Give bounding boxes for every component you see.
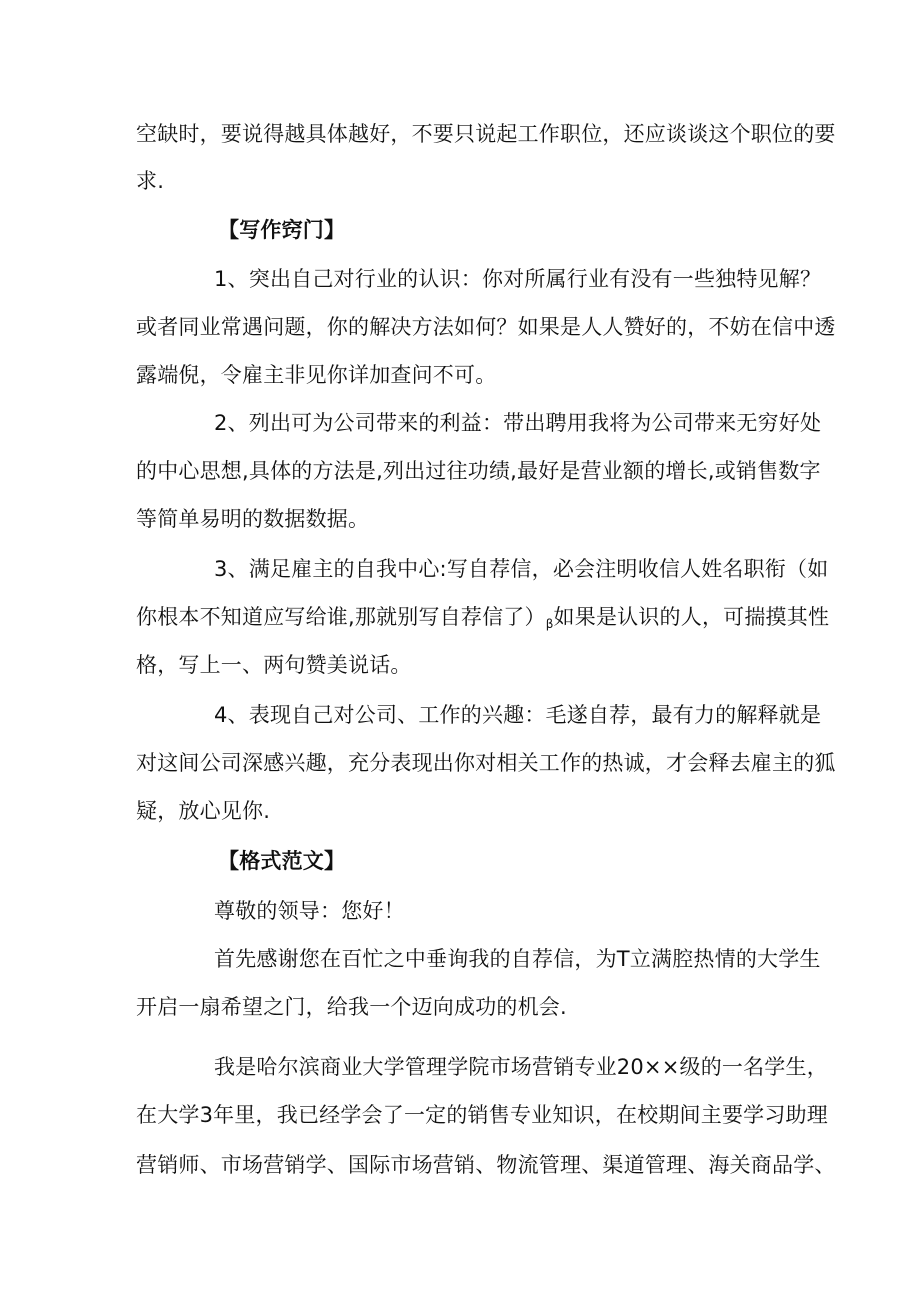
tip-2-line: 的中心思想,具体的方法是,列出过往功绩,最好是营业额的增长,或销售数字 bbox=[136, 459, 821, 483]
letter-paragraph-line: 首先感谢您在百忙之中垂询我的自荐信，为T立满腔热情的大学生 bbox=[214, 947, 821, 971]
tip-3-line: 格，写上一、两句赞美说话。 bbox=[136, 653, 412, 677]
tip-2-line: 2、列出可为公司带来的利益：带出聘用我将为公司带来无穷好处 bbox=[214, 411, 822, 435]
salutation: 尊敬的领导：您好！ bbox=[214, 899, 405, 923]
text-line: 求. bbox=[136, 169, 165, 193]
tip-2-line: 等简单易明的数据数据。 bbox=[136, 507, 370, 531]
tip-1-line: 或者同业常遇问题，你的解决方法如何？如果是人人赞好的，不妨在信中透 bbox=[136, 315, 836, 339]
tip-4-line: 4、表现自己对公司、工作的兴趣：毛遂自荐，最有力的解释就是 bbox=[214, 703, 822, 727]
section-heading-format-sample: 【格式范文】 bbox=[218, 849, 346, 873]
letter-paragraph-line: 在大学3年里，我已经学会了一定的销售专业知识，在校期间主要学习助理 bbox=[136, 1103, 828, 1127]
section-heading-writing-tips: 【写作窍门】 bbox=[218, 218, 346, 242]
letter-paragraph-line: 我是哈尔滨商业大学管理学院市场营销专业20××级的一名学生， bbox=[214, 1055, 828, 1079]
tip-3-line bbox=[136, 603, 829, 638]
letter-paragraph-line: 开启一扇希望之门，给我一个迈向成功的机会. bbox=[136, 995, 567, 1019]
tip-3-line-part: 你根本不知道应写给谁,那就别写自荐信了） bbox=[136, 605, 546, 629]
tip-1-line: 1、突出自己对行业的认识：你对所属行业有没有一些独特见解？ bbox=[214, 267, 822, 291]
tip-3-line: 3、满足雇主的自我中心:写自荐信，必会注明收信人姓名职衔（如 bbox=[214, 557, 829, 581]
tip-4-line: 对这间公司深感兴趣，充分表现出你对相关工作的热诚，才会释去雇主的狐 bbox=[136, 751, 836, 775]
letter-paragraph-line: 营销师、市场营销学、国际市场营销、物流管理、渠道管理、海关商品学、 bbox=[136, 1153, 836, 1177]
stray-mark: β bbox=[545, 617, 554, 631]
text-line: 空缺时，要说得越具体越好，不要只说起工作职位，还应谈谈这个职位的要 bbox=[136, 122, 836, 146]
tip-4-line: 疑，放心见你. bbox=[136, 799, 271, 823]
tip-1-line: 露端倪，令雇主非见你详加查问不可。 bbox=[136, 363, 497, 387]
tip-3-line-part: 如果是认识的人，可揣摸其性 bbox=[553, 605, 830, 629]
